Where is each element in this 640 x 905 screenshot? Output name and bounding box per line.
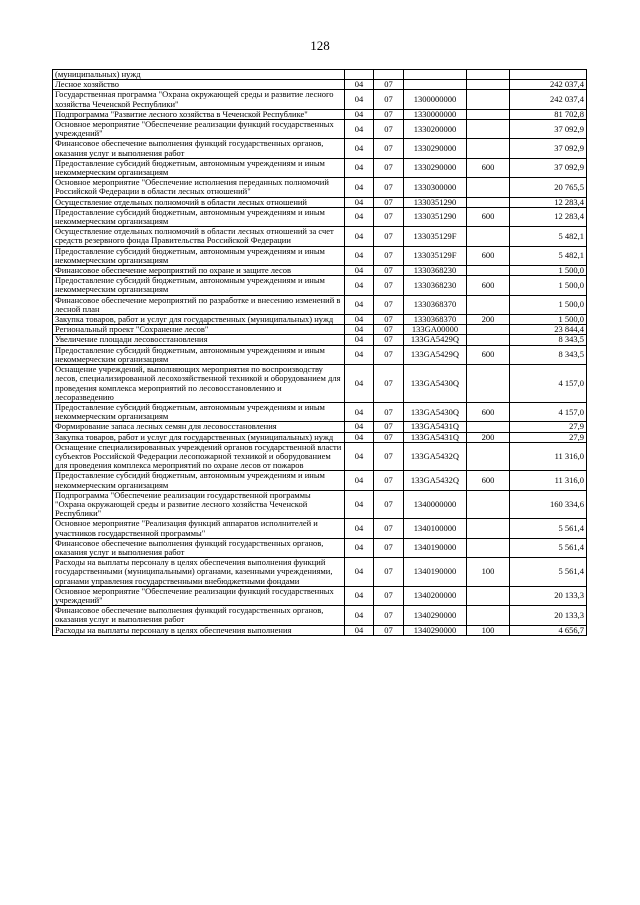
row-section: 04 (345, 606, 374, 625)
row-target-code: 1330300000 (404, 178, 467, 197)
row-expense-type: 600 (467, 276, 510, 295)
row-subsection: 07 (374, 266, 404, 276)
row-section: 04 (345, 197, 374, 207)
row-expense-type: 100 (467, 625, 510, 635)
row-target-code: 1330290000 (404, 158, 467, 177)
table-row (53, 158, 587, 177)
row-amount: 4 656,7 (510, 625, 587, 635)
row-target-code: 1330351290 (404, 197, 467, 207)
table-row (53, 519, 587, 538)
row-subsection: 07 (374, 471, 404, 490)
row-amount: 23 844,4 (510, 325, 587, 335)
row-target-code: 1340190000 (404, 558, 467, 587)
row-subsection: 07 (374, 432, 404, 442)
row-target-code: 1330290000 (404, 139, 467, 158)
row-name: Региональный проект "Сохранение лесов" (53, 325, 345, 335)
row-name: Финансовое обеспечение мероприятий по разработке и внесению изменений в лесной план (53, 295, 345, 314)
row-target-code: 1340290000 (404, 606, 467, 625)
row-section: 04 (345, 325, 374, 335)
row-subsection: 07 (374, 335, 404, 345)
row-name: Основное мероприятие "Обеспечение реализации функций государственных учреждений" (53, 120, 345, 139)
row-expense-type (467, 295, 510, 314)
row-amount: 242 037,4 (510, 90, 587, 109)
row-expense-type: 600 (467, 207, 510, 226)
row-name: Основное мероприятие "Обеспечение исполнения переданных полномочий Российской Федерации в области лесных отношений" (53, 178, 345, 197)
row-amount: 20 133,3 (510, 586, 587, 605)
table-row (53, 295, 587, 314)
row-section: 04 (345, 227, 374, 246)
row-subsection: 07 (374, 295, 404, 314)
row-name: Осуществление отдельных полномочий в области лесных отношений за счет средств резервного фонда Правительства Российской Федерации (53, 227, 345, 246)
row-target-code: 133035129F (404, 246, 467, 265)
page-number: 128 (310, 38, 330, 53)
row-name: Предоставление субсидий бюджетным, автономным учреждениям и иным некоммерческим организациям (53, 246, 345, 265)
row-subsection: 07 (374, 227, 404, 246)
row-name: Финансовое обеспечение выполнения функций государственных органов, оказания услуг и выполнения работ (53, 606, 345, 625)
row-name: Расходы на выплаты персоналу в целях обеспечения выполнения функций государственными (муниципальными) органами, казенными учреждениями, органами управления государственными внебюджетными фондами (53, 558, 345, 587)
row-amount: 11 316,0 (510, 471, 587, 490)
row-expense-type (467, 139, 510, 158)
table-row (53, 315, 587, 325)
row-amount: 8 343,5 (510, 345, 587, 364)
row-name: Формирование запаса лесных семян для лесовосстановления (53, 422, 345, 432)
budget-table-body (53, 70, 587, 636)
row-section (345, 70, 374, 80)
table-row (53, 625, 587, 635)
row-expense-type (467, 80, 510, 90)
row-name: Оснащение специализированных учреждений органов государственной власти субъектов Российской Федерации лесопожарной техникой и оборудованием для проведения комплекса мероприятий по охране лесов от пожаров (53, 442, 345, 471)
row-expense-type (467, 538, 510, 557)
row-expense-type: 600 (467, 246, 510, 265)
row-target-code: 1340290000 (404, 625, 467, 635)
row-name: Закупка товаров, работ и услуг для государственных (муниципальных) нужд (53, 432, 345, 442)
row-target-code: 1340000000 (404, 490, 467, 519)
table-row (53, 90, 587, 109)
row-name: Лесное хозяйство (53, 80, 345, 90)
row-name: Предоставление субсидий бюджетным, автономным учреждениям и иным некоммерческим организациям (53, 402, 345, 421)
row-target-code: 1330368230 (404, 276, 467, 295)
row-subsection: 07 (374, 207, 404, 226)
row-amount: 5 561,4 (510, 538, 587, 557)
row-name: Финансовое обеспечение выполнения функций государственных органов, оказания услуг и выполнения работ (53, 538, 345, 557)
row-target-code: 1330368230 (404, 266, 467, 276)
row-name: Оснащение учреждений, выполняющих мероприятия по воспроизводству лесов, специализированной лесохозяйственной техникой и оборудованием для проведения комплекса мероприятий по лесовосстановлению и лесоразведению (53, 365, 345, 403)
row-target-code: 1330368370 (404, 295, 467, 314)
row-subsection: 07 (374, 315, 404, 325)
row-expense-type (467, 266, 510, 276)
row-amount: 20 765,5 (510, 178, 587, 197)
row-name: Государственная программа "Охрана окружающей среды и развитие лесного хозяйства Чеченской Республики" (53, 90, 345, 109)
table-row (53, 442, 587, 471)
row-subsection: 07 (374, 606, 404, 625)
row-subsection: 07 (374, 120, 404, 139)
row-target-code: 133GA5431Q (404, 432, 467, 442)
row-target-code: 133GA5432Q (404, 471, 467, 490)
table-row (53, 402, 587, 421)
row-name: Предоставление субсидий бюджетным, автономным учреждениям и иным некоммерческим организациям (53, 207, 345, 226)
row-section: 04 (345, 207, 374, 226)
row-expense-type (467, 335, 510, 345)
row-expense-type: 100 (467, 558, 510, 587)
table-row (53, 558, 587, 587)
row-amount: 11 316,0 (510, 442, 587, 471)
table-row (53, 70, 587, 80)
table-row (53, 139, 587, 158)
row-section: 04 (345, 558, 374, 587)
row-target-code: 133GA00000 (404, 325, 467, 335)
table-row (53, 345, 587, 364)
row-name: Основное мероприятие "Реализация функций аппаратов исполнителей и участников государственной программы" (53, 519, 345, 538)
row-subsection: 07 (374, 158, 404, 177)
row-section: 04 (345, 538, 374, 557)
row-name: Предоставление субсидий бюджетным, автономным учреждениям и иным некоммерческим организациям (53, 276, 345, 295)
row-section: 04 (345, 295, 374, 314)
row-target-code: 1330368370 (404, 315, 467, 325)
row-amount (510, 70, 587, 80)
row-subsection: 07 (374, 345, 404, 364)
row-subsection: 07 (374, 422, 404, 432)
row-section: 04 (345, 90, 374, 109)
row-amount: 81 702,8 (510, 109, 587, 119)
table-row (53, 490, 587, 519)
row-target-code: 133GA5429Q (404, 335, 467, 345)
row-target-code: 133GA5432Q (404, 442, 467, 471)
row-subsection: 07 (374, 246, 404, 265)
row-section: 04 (345, 422, 374, 432)
row-amount: 27,9 (510, 422, 587, 432)
row-target-code: 133GA5431Q (404, 422, 467, 432)
row-section: 04 (345, 158, 374, 177)
table-row (53, 227, 587, 246)
row-name: Предоставление субсидий бюджетным, автономным учреждениям и иным некоммерческим организациям (53, 158, 345, 177)
row-section: 04 (345, 345, 374, 364)
table-row (53, 586, 587, 605)
row-expense-type (467, 178, 510, 197)
row-subsection: 07 (374, 490, 404, 519)
row-subsection: 07 (374, 109, 404, 119)
row-subsection: 07 (374, 442, 404, 471)
table-row (53, 109, 587, 119)
row-name: (муниципальных) нужд (53, 70, 345, 80)
row-section: 04 (345, 442, 374, 471)
row-section: 04 (345, 315, 374, 325)
row-amount: 1 500,0 (510, 266, 587, 276)
row-name: Подпрограмма "Обеспечение реализации государственной программы "Охрана окружающей среды и развитие лесного хозяйства Чеченской Республики" (53, 490, 345, 519)
row-subsection: 07 (374, 139, 404, 158)
row-target-code: 1340200000 (404, 586, 467, 605)
row-target-code: 1330351290 (404, 207, 467, 226)
row-section: 04 (345, 178, 374, 197)
row-amount: 1 500,0 (510, 315, 587, 325)
table-row (53, 422, 587, 432)
row-amount: 12 283,4 (510, 197, 587, 207)
row-expense-type (467, 365, 510, 403)
row-expense-type (467, 109, 510, 119)
row-name: Предоставление субсидий бюджетным, автономным учреждениям и иным некоммерческим организациям (53, 471, 345, 490)
table-row (53, 335, 587, 345)
row-target-code: 1330200000 (404, 120, 467, 139)
row-target-code: 1340100000 (404, 519, 467, 538)
row-section: 04 (345, 109, 374, 119)
row-section: 04 (345, 402, 374, 421)
table-row (53, 471, 587, 490)
row-name: Подпрограмма "Развитие лесного хозяйства в Чеченской Республике" (53, 109, 345, 119)
row-amount: 27,9 (510, 432, 587, 442)
row-expense-type: 200 (467, 432, 510, 442)
row-amount: 242 037,4 (510, 80, 587, 90)
row-subsection: 07 (374, 178, 404, 197)
row-subsection: 07 (374, 586, 404, 605)
row-amount: 4 157,0 (510, 402, 587, 421)
row-section: 04 (345, 625, 374, 635)
table-row (53, 276, 587, 295)
row-name: Финансовое обеспечение мероприятий по охране и защите лесов (53, 266, 345, 276)
row-target-code: 133035129F (404, 227, 467, 246)
row-expense-type: 200 (467, 315, 510, 325)
row-section: 04 (345, 246, 374, 265)
row-amount: 12 283,4 (510, 207, 587, 226)
row-amount: 5 482,1 (510, 246, 587, 265)
row-target-code: 133GA5429Q (404, 345, 467, 364)
row-expense-type (467, 120, 510, 139)
row-section: 04 (345, 365, 374, 403)
row-subsection: 07 (374, 625, 404, 635)
row-subsection: 07 (374, 519, 404, 538)
row-subsection: 07 (374, 538, 404, 557)
table-row (53, 178, 587, 197)
row-subsection: 07 (374, 197, 404, 207)
row-section: 04 (345, 120, 374, 139)
table-row (53, 606, 587, 625)
row-target-code (404, 70, 467, 80)
row-expense-type (467, 90, 510, 109)
row-target-code (404, 80, 467, 90)
row-expense-type (467, 442, 510, 471)
row-amount: 20 133,3 (510, 606, 587, 625)
row-expense-type (467, 519, 510, 538)
row-section: 04 (345, 519, 374, 538)
row-subsection: 07 (374, 402, 404, 421)
row-name: Основное мероприятие "Обеспечение реализации функций государственных учреждений" (53, 586, 345, 605)
row-section: 04 (345, 139, 374, 158)
budget-table (52, 69, 587, 636)
row-amount: 160 334,6 (510, 490, 587, 519)
row-amount: 37 092,9 (510, 139, 587, 158)
row-name: Закупка товаров, работ и услуг для государственных (муниципальных) нужд (53, 315, 345, 325)
row-amount: 37 092,9 (510, 158, 587, 177)
row-amount: 1 500,0 (510, 276, 587, 295)
row-subsection: 07 (374, 90, 404, 109)
row-subsection: 07 (374, 365, 404, 403)
row-expense-type (467, 586, 510, 605)
row-target-code: 1330000000 (404, 109, 467, 119)
row-expense-type (467, 227, 510, 246)
table-row (53, 538, 587, 557)
row-expense-type: 600 (467, 158, 510, 177)
row-name: Осуществление отдельных полномочий в области лесных отношений (53, 197, 345, 207)
row-section: 04 (345, 80, 374, 90)
row-section: 04 (345, 471, 374, 490)
row-section: 04 (345, 490, 374, 519)
row-target-code: 1300000000 (404, 90, 467, 109)
table-row (53, 207, 587, 226)
table-row (53, 80, 587, 90)
row-expense-type (467, 606, 510, 625)
table-row (53, 432, 587, 442)
row-section: 04 (345, 276, 374, 295)
row-amount: 8 343,5 (510, 335, 587, 345)
row-expense-type: 600 (467, 402, 510, 421)
row-expense-type: 600 (467, 345, 510, 364)
table-row (53, 365, 587, 403)
row-subsection: 07 (374, 558, 404, 587)
row-name: Расходы на выплаты персоналу в целях обеспечения выполнения (53, 625, 345, 635)
row-expense-type (467, 197, 510, 207)
table-row (53, 197, 587, 207)
row-expense-type (467, 490, 510, 519)
row-name: Финансовое обеспечение выполнения функций государственных органов, оказания услуг и выполнения работ (53, 139, 345, 158)
row-expense-type (467, 325, 510, 335)
row-subsection: 07 (374, 325, 404, 335)
row-section: 04 (345, 266, 374, 276)
row-subsection (374, 70, 404, 80)
row-name: Увеличение площади лесовосстановления (53, 335, 345, 345)
row-subsection: 07 (374, 80, 404, 90)
row-amount: 5 561,4 (510, 519, 587, 538)
row-expense-type (467, 422, 510, 432)
row-target-code: 1340190000 (404, 538, 467, 557)
row-expense-type: 600 (467, 471, 510, 490)
table-row (53, 120, 587, 139)
row-section: 04 (345, 586, 374, 605)
row-amount: 1 500,0 (510, 295, 587, 314)
row-section: 04 (345, 432, 374, 442)
row-amount: 37 092,9 (510, 120, 587, 139)
row-amount: 5 482,1 (510, 227, 587, 246)
table-row (53, 246, 587, 265)
row-amount: 4 157,0 (510, 365, 587, 403)
row-section: 04 (345, 335, 374, 345)
table-row (53, 325, 587, 335)
table-row (53, 266, 587, 276)
row-target-code: 133GA5430Q (404, 365, 467, 403)
row-target-code: 133GA5430Q (404, 402, 467, 421)
row-subsection: 07 (374, 276, 404, 295)
row-expense-type (467, 70, 510, 80)
row-amount: 5 561,4 (510, 558, 587, 587)
row-name: Предоставление субсидий бюджетным, автономным учреждениям и иным некоммерческим организациям (53, 345, 345, 364)
